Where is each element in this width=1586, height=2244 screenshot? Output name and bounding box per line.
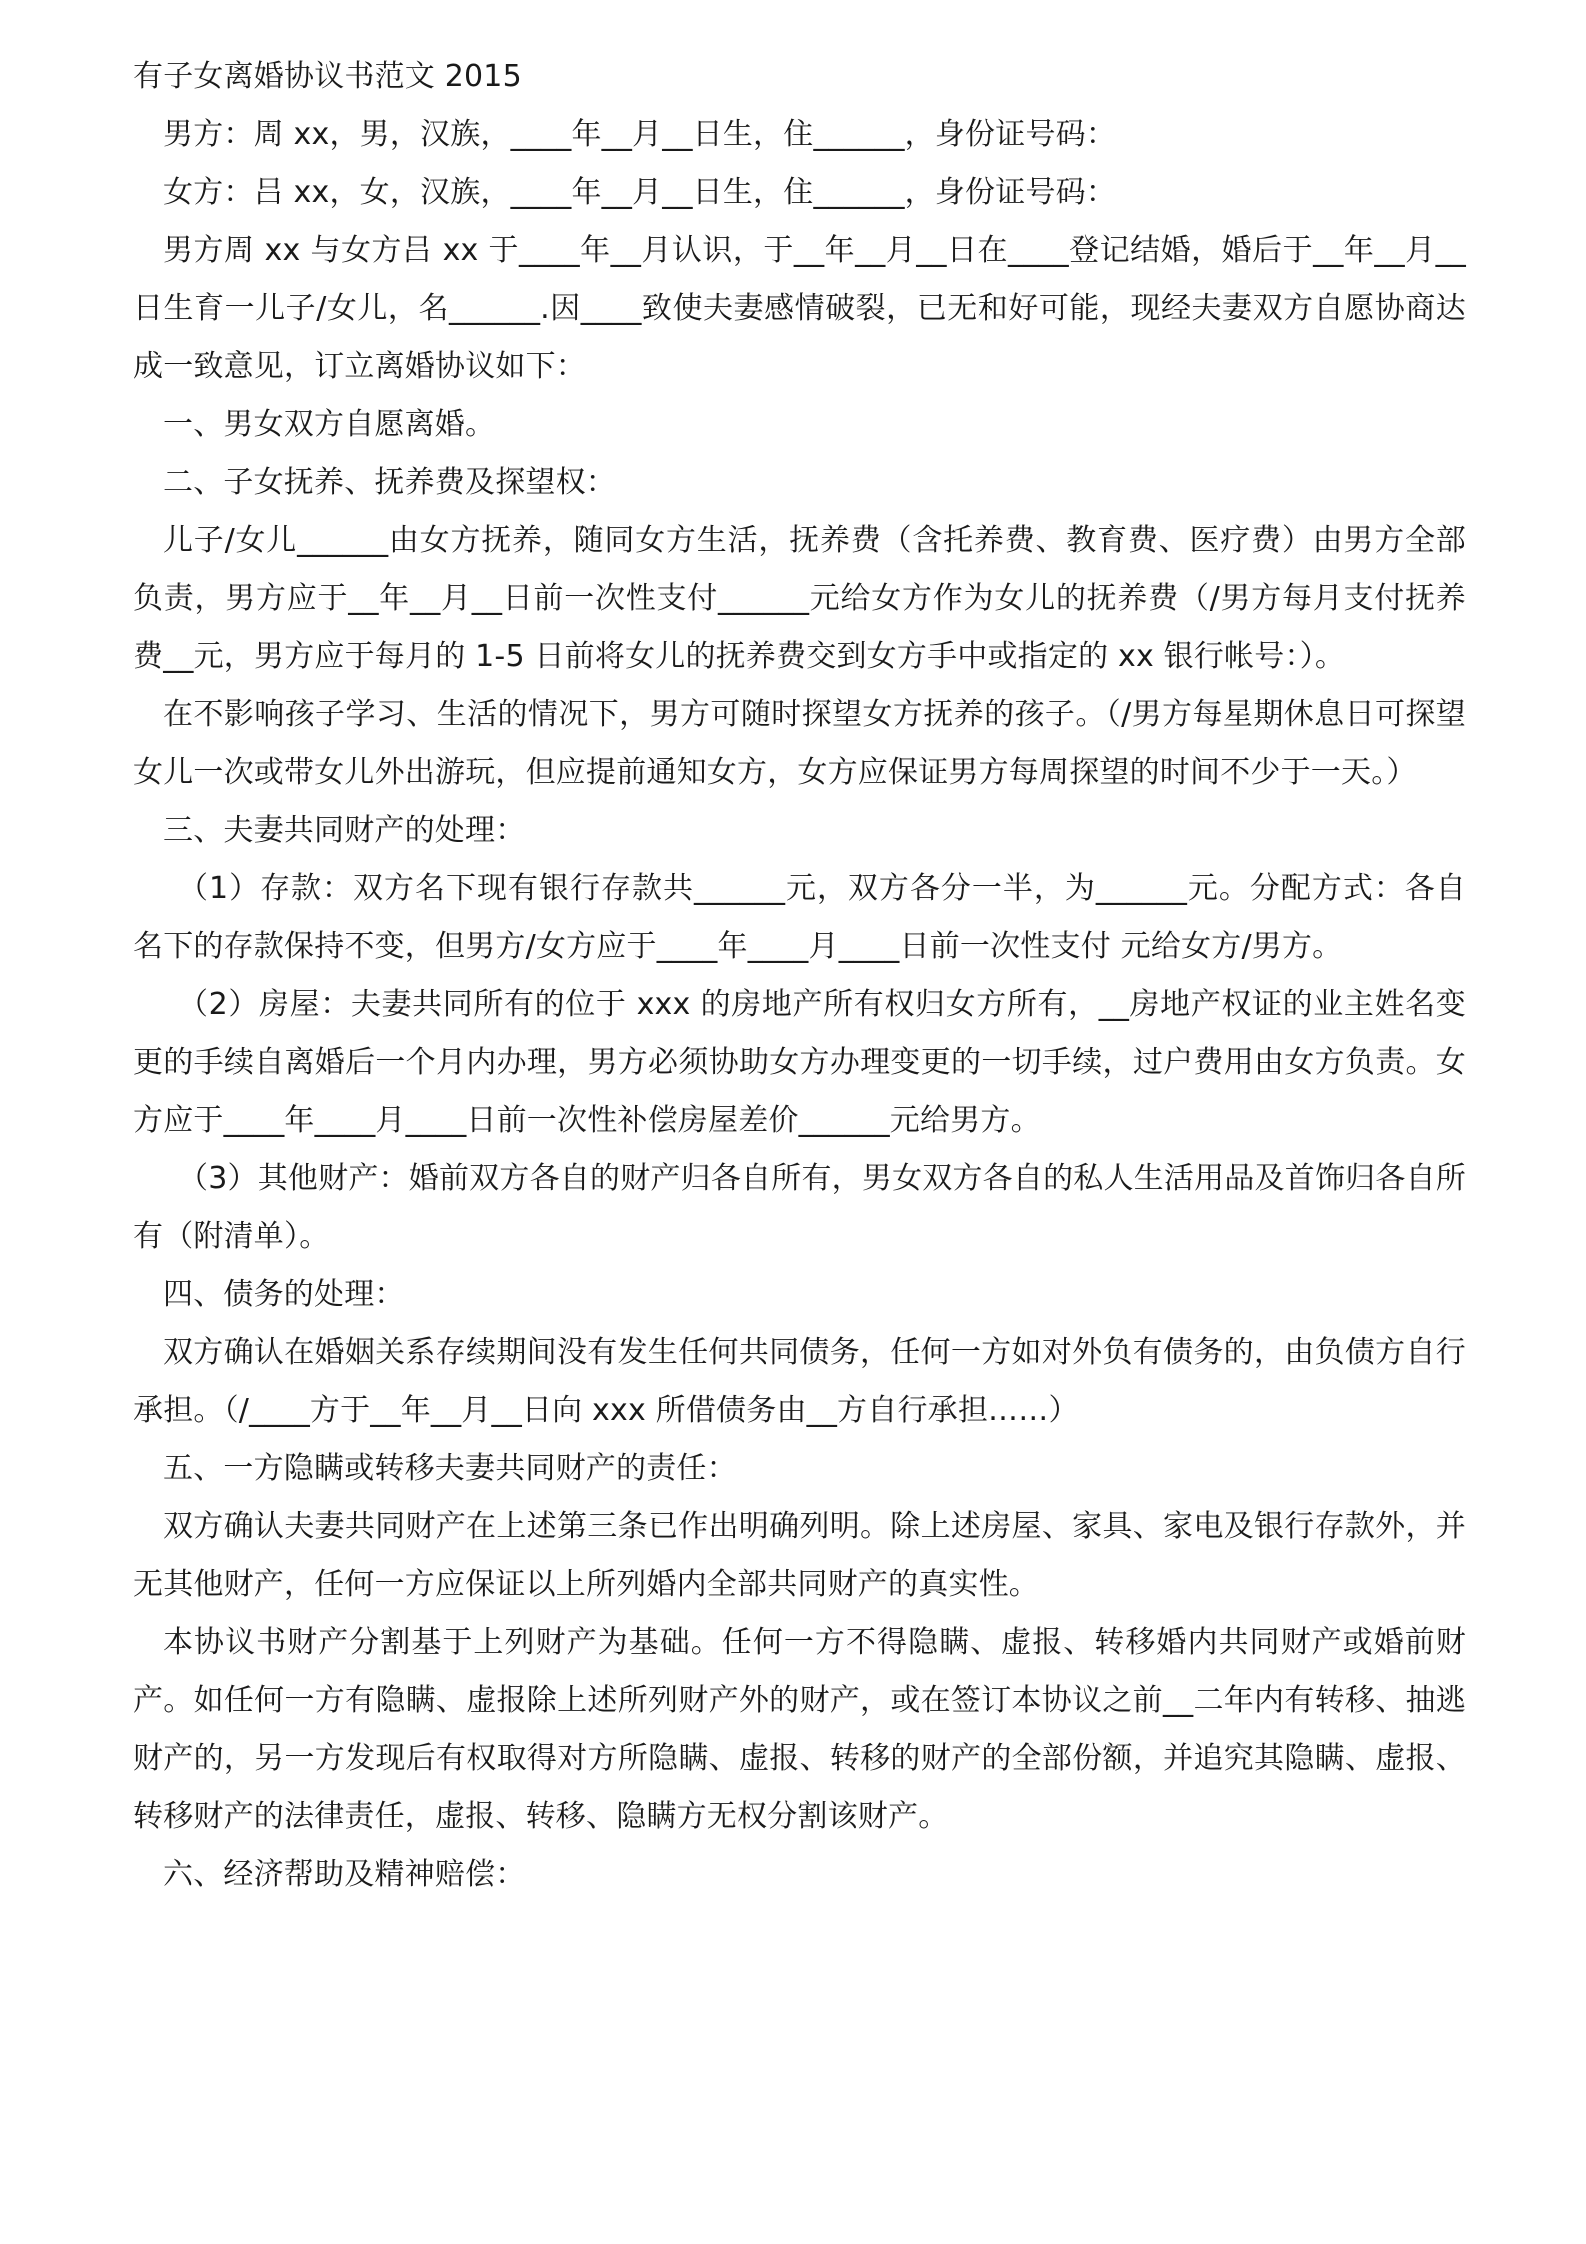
paragraph-other-property: （3）其他财产：婚前双方各自的财产归各自所有，男女双方各自的私人生活用品及首饰归各自所有（附清单）。 (133, 1161, 1466, 1254)
section-heading-1: 一、男女双方自愿离婚。 (163, 407, 496, 442)
paragraph-female-party: 女方：吕 xx，女，汉族，____年__月__日生，住______，身份证号码： (163, 175, 1117, 210)
paragraph-deposits: （1）存款：双方名下现有银行存款共______元，双方各分一半，为______元。分配方式：各自名下的存款保持不变，但男方/女方应于____年____月____日前一次性支付 元给女方/男方。 (133, 871, 1466, 964)
paragraph-custody-support: 儿子/女儿______由女方抚养，随同女方生活，抚养费（含托养费、教育费、医疗费）由男方全部负责，男方应于__年__月__日前一次性支付______元给女方作为女儿的抚养费（/男方每月支付抚养费__元，男方应于每月的 1-5 日前将女儿的抚养费交到女方手中或指定的 xx 银行帐号：）。 (133, 523, 1466, 674)
section-heading-4: 四、债务的处理： (163, 1277, 405, 1312)
paragraph-house: （2）房屋：夫妻共同所有的位于 xxx 的房地产所有权归女方所有，__房地产权证的业主姓名变更的手续自离婚后一个月内办理，男方必须协助女方办理变更的一切手续，过户费用由女方负责。女方应于____年____月____日前一次性补偿房屋差价______元给男方。 (133, 987, 1466, 1138)
document-body (133, 48, 1466, 1904)
paragraph-preamble: 男方周 xx 与女方吕 xx 于____年__月认识，于__年__月__日在____登记结婚，婚后于__年__月__日生育一儿子/女儿，名______.因____致使夫妻感情破裂，已无和好可能，现经夫妻双方自愿协商达成一致意见，订立离婚协议如下： (133, 233, 1466, 384)
document-title: 有子女离婚协议书范文 2015 (133, 59, 522, 94)
paragraph-debts: 双方确认在婚姻关系存续期间没有发生任何共同债务，任何一方如对外负有债务的，由负债方自行承担。（/____方于__年__月__日向 xxx 所借债务由__方自行承担……） (133, 1335, 1466, 1428)
section-heading-2: 二、子女抚养、抚养费及探望权： (163, 465, 616, 500)
section-heading-5: 五、一方隐瞒或转移夫妻共同财产的责任： (163, 1451, 737, 1486)
section-heading-6: 六、经济帮助及精神赔偿： (163, 1857, 526, 1892)
section-heading-3: 三、夫妻共同财产的处理： (163, 813, 526, 848)
paragraph-male-party: 男方：周 xx，男，汉族，____年__月__日生，住______，身份证号码： (163, 117, 1117, 152)
paragraph-concealment-liability: 本协议书财产分割基于上列财产为基础。任何一方不得隐瞒、虚报、转移婚内共同财产或婚前财产。如任何一方有隐瞒、虚报除上述所列财产外的财产，或在签订本协议之前__二年内有转移、抽逃财产的，另一方发现后有权取得对方所隐瞒、虚报、转移的财产的全部份额，并追究其隐瞒、虚报、转移财产的法律责任，虚报、转移、隐瞒方无权分割该财产。 (133, 1625, 1466, 1834)
paragraph-visitation: 在不影响孩子学习、生活的情况下，男方可随时探望女方抚养的孩子。（/男方每星期休息日可探望女儿一次或带女儿外出游玩，但应提前通知女方，女方应保证男方每周探望的时间不少于一天。） (133, 697, 1466, 790)
paragraph-property-confirmation: 双方确认夫妻共同财产在上述第三条已作出明确列明。除上述房屋、家具、家电及银行存款外，并无其他财产，任何一方应保证以上所列婚内全部共同财产的真实性。 (133, 1509, 1466, 1602)
